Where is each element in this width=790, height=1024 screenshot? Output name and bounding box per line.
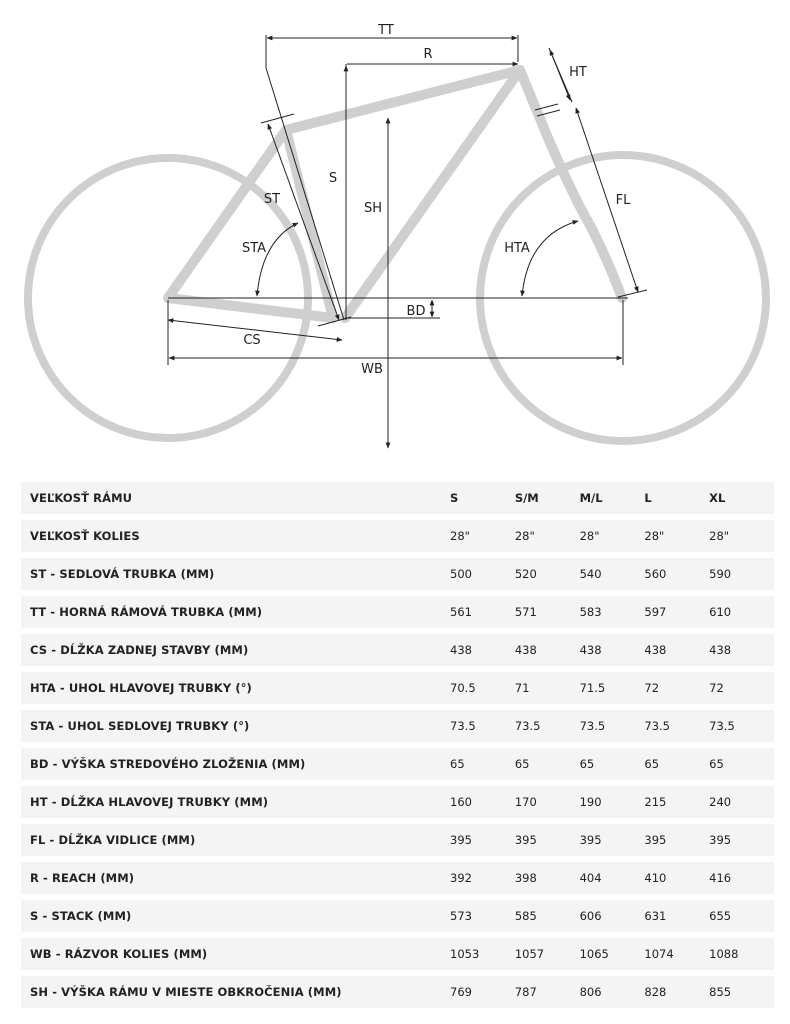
table-row [21,786,774,818]
row-value: 610 [709,596,774,628]
row-value: 398 [515,862,580,894]
row-value: 769 [450,976,515,1008]
table-row [21,862,774,894]
fl-label: FL [615,193,631,208]
row-value: 190 [580,786,645,818]
row-value: 392 [450,862,515,894]
size-xl: XL [709,482,774,514]
row-value: 395 [644,824,709,856]
sh-label: SH [363,201,383,216]
ht-dimension [550,50,570,100]
row-value: 585 [515,900,580,932]
size-m-l: M/L [580,482,645,514]
row-value: 1088 [709,938,774,970]
row-value: 28" [709,520,774,552]
row-value: 583 [580,596,645,628]
row-label: VEĽKOSŤ KOLIES [21,520,450,552]
row-value: 73.5 [515,710,580,742]
row-label: HTA - UHOL HLAVOVEJ TRUBKY (°) [21,672,450,704]
cs-label: CS [243,333,261,348]
table-row [21,976,774,1008]
row-value: 1057 [515,938,580,970]
row-value: 590 [709,558,774,590]
row-value: 65 [644,748,709,780]
row-value: 540 [580,558,645,590]
row-value: 70.5 [450,672,515,704]
row-value: 631 [644,900,709,932]
size-s-m: S/M [515,482,580,514]
row-value: 855 [709,976,774,1008]
row-label: TT - HORNÁ RÁMOVÁ TRUBKA (MM) [21,596,450,628]
row-label: ST - SEDLOVÁ TRUBKA (MM) [21,558,450,590]
row-value: 73.5 [450,710,515,742]
row-value: 71 [515,672,580,704]
row-value: 438 [644,634,709,666]
st-dimension [268,124,339,320]
row-value: 28" [644,520,709,552]
geometry-table-body [21,482,774,1008]
row-value: 416 [709,862,774,894]
row-value: 73.5 [580,710,645,742]
row-value: 160 [450,786,515,818]
row-value: 438 [709,634,774,666]
bike-geometry-diagram [0,0,790,460]
s-label: S [328,171,338,186]
row-value: 170 [515,786,580,818]
row-value: 395 [709,824,774,856]
row-value: 561 [450,596,515,628]
row-label: R - REACH (MM) [21,862,450,894]
size-s: S [450,482,515,514]
row-value: 65 [450,748,515,780]
table-row [21,558,774,590]
row-value: 72 [709,672,774,704]
row-value: 73.5 [709,710,774,742]
table-header-row [21,482,774,514]
header-label: VEĽKOSŤ RÁMU [21,482,450,514]
row-value: 240 [709,786,774,818]
row-value: 500 [450,558,515,590]
row-value: 573 [450,900,515,932]
table-row [21,938,774,970]
row-value: 1074 [644,938,709,970]
row-value: 404 [580,862,645,894]
row-value: 65 [515,748,580,780]
hta-label: HTA [504,241,530,256]
r-label: R [423,47,433,62]
row-value: 395 [515,824,580,856]
row-value: 1065 [580,938,645,970]
table-row [21,900,774,932]
row-value: 28" [515,520,580,552]
row-value: 395 [580,824,645,856]
row-value: 828 [644,976,709,1008]
row-value: 71.5 [580,672,645,704]
row-label: SH - VÝŠKA RÁMU V MIESTE OBKROČENIA (MM) [21,976,450,1008]
row-label: HT - DĹŽKA HLAVOVEJ TRUBKY (MM) [21,786,450,818]
row-value: 438 [515,634,580,666]
table-row [21,672,774,704]
row-value: 73.5 [644,710,709,742]
hta-arc [522,221,578,296]
row-value: 606 [580,900,645,932]
row-value: 787 [515,976,580,1008]
row-value: 215 [644,786,709,818]
row-value: 438 [580,634,645,666]
tt-label: TT [378,23,394,38]
row-label: FL - DĹŽKA VIDLICE (MM) [21,824,450,856]
table-row [21,748,774,780]
row-value: 65 [709,748,774,780]
row-value: 597 [644,596,709,628]
table-row [21,634,774,666]
row-value: 28" [450,520,515,552]
row-value: 520 [515,558,580,590]
row-label: S - STACK (MM) [21,900,450,932]
row-value: 395 [450,824,515,856]
row-label: STA - UHOL SEDLOVEJ TRUBKY (°) [21,710,450,742]
row-value: 438 [450,634,515,666]
table-row [21,596,774,628]
row-value: 806 [580,976,645,1008]
bike-frame [168,70,622,318]
table-row [21,520,774,552]
table-row [21,710,774,742]
row-value: 65 [580,748,645,780]
row-value: 560 [644,558,709,590]
row-label: BD - VÝŠKA STREDOVÉHO ZLOŽENIA (MM) [21,748,450,780]
row-label: WB - RÁZVOR KOLIES (MM) [21,938,450,970]
row-value: 28" [580,520,645,552]
wb-label: WB [361,362,383,377]
row-value: 1053 [450,938,515,970]
size-l: L [644,482,709,514]
bd-label: BD [406,304,426,319]
st-label: ST [263,192,281,207]
row-value: 655 [709,900,774,932]
ht-label: HT [569,65,587,80]
row-value: 571 [515,596,580,628]
table-row [21,824,774,856]
row-value: 410 [644,862,709,894]
row-value: 72 [644,672,709,704]
sta-label: STA [241,241,267,256]
row-label: CS - DĹŽKA ZADNEJ STAVBY (MM) [21,634,450,666]
geometry-table [21,476,774,1014]
